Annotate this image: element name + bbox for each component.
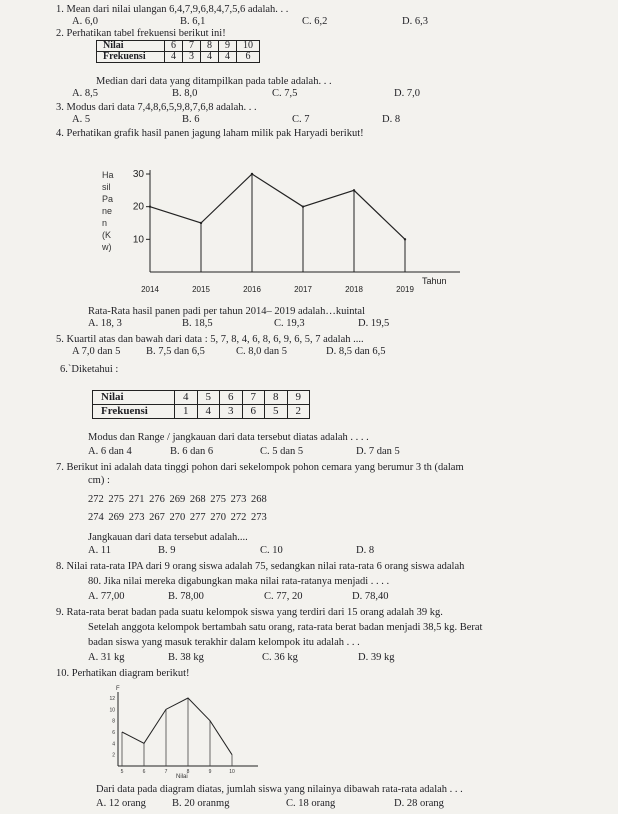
q9-option-d: D. 39 kg (358, 652, 395, 663)
q3-option-b: B. 6 (182, 114, 200, 125)
chart1-data-point (302, 205, 304, 207)
q4-option-b: B. 18,5 (182, 318, 213, 329)
q5-options (72, 346, 386, 358)
chart1-xtick-label: 2018 (345, 285, 363, 294)
chart2-xtick-label: 9 (208, 769, 212, 775)
q8-option-d: D. 78,40 (352, 591, 389, 602)
table-cell: 1 (175, 405, 198, 419)
table-cell: 4 (175, 391, 198, 405)
q1-option-d: D. 6,3 (402, 16, 428, 27)
q5-option-d: D. 8,5 dan 6,5 (326, 346, 386, 357)
table-cell: 8 (265, 391, 288, 405)
chart2-ytick-label: 10 (109, 707, 115, 714)
q4-question: Rata-Rata hasil panen padi per tahun 2014– 2019 adalah…kuintal (88, 306, 366, 317)
q10-text: 10. Perhatikan diagram berikut! (56, 668, 190, 679)
q9-option-b: B. 38 kg (168, 652, 204, 663)
table-cell: 2 (287, 405, 310, 419)
chart1-xtick-label: 2019 (396, 285, 414, 294)
q8-text: 8. Nilai rata-rata IPA dari 9 orang siswa adalah 75, sedangkan nilai rata-rata 6 orang siswa adalah (56, 561, 465, 572)
chart2-series-line (122, 698, 232, 755)
q7-data-row-2: 274 269 273 267 270 277 270 272 273 (88, 512, 267, 523)
table-cell: 7 (242, 391, 265, 405)
table-cell: 6 (242, 405, 265, 419)
chart1-xtick-label: 2015 (192, 285, 210, 294)
q8-option-c: C. 77, 20 (264, 591, 303, 602)
chart2-xtick-label: 7 (164, 769, 168, 775)
q10-option-d: D. 28 orang (394, 798, 444, 809)
table-cell: 6 (165, 41, 183, 52)
q7-option-b: B. 9 (158, 545, 176, 556)
chart2-xtick-label: 6 (142, 769, 146, 775)
q10-option-a: A. 12 orang (96, 798, 146, 809)
q5-text: 5. Kuartil atas dan bawah dari data : 5, 7, 8, 4, 6, 8, 6, 9, 6, 5, 7 adalah .... (56, 334, 364, 345)
table-cell: 4 (165, 52, 183, 63)
q9-option-a: A. 31 kg (88, 652, 125, 663)
q5-option-b: B. 7,5 dan 6,5 (146, 346, 205, 357)
q3-option-d: D. 8 (382, 114, 401, 125)
table-row (93, 391, 310, 405)
q5-option-c: C. 8,0 dan 5 (236, 346, 288, 357)
chart2-xtick-label: 10 (229, 769, 235, 775)
chart1-data-point (149, 205, 151, 207)
q7-option-d: D. 8 (356, 545, 375, 556)
q2-option-b: B. 8,0 (172, 88, 198, 99)
table-cell: Frekuensi (97, 52, 165, 63)
chart2-ytick-label: 12 (109, 696, 115, 702)
q8-option-a: A. 77,00 (88, 591, 125, 602)
q1-option-b: B. 6,1 (180, 16, 206, 27)
q2-option-c: C. 7,5 (272, 88, 298, 99)
q4-option-d: D. 19,5 (358, 318, 390, 329)
chart1-data-point (251, 173, 253, 175)
q2-option-a: A. 8,5 (72, 88, 98, 99)
chart2-ylabel: F (116, 686, 120, 692)
chart1-xtick-label: 2017 (294, 285, 312, 294)
table-cell: 5 (197, 391, 220, 405)
table-cell: 3 (183, 52, 201, 63)
q8-option-b: B. 78,00 (168, 591, 204, 602)
table-cell: 4 (201, 52, 219, 63)
q5-option-a: A 7,0 dan 5 (72, 346, 121, 357)
q7-text-cont: cm) : (88, 475, 110, 486)
q4-text: 4. Perhatikan grafik hasil panen jagung laham milik pak Haryadi berikut! (56, 128, 364, 139)
chart1-ylabel-line: (K (102, 230, 111, 240)
q9-text-cont: Setelah anggota kelompok bertambah satu orang, rata-rata berat badan menjadi 38,5 kg. Berat (88, 622, 483, 633)
chart2-xtick-label: 5 (120, 769, 124, 775)
table-cell: 4 (219, 52, 237, 63)
q2-frequency-table (96, 40, 260, 63)
q2-question: Median dari data yang ditampilkan pada table adalah. . . (96, 76, 332, 87)
chart1-ytick-label: 10 (132, 234, 144, 246)
q6-option-c: C. 5 dan 5 (260, 446, 304, 457)
q9-text-cont2: badan siswa yang masuk terakhir dalam kelompok itu adalah . . . (88, 637, 360, 648)
q8-text-cont: 80. Jika nilai mereka digabungkan maka nilai rata-ratanya menjadi . . . . (88, 576, 390, 587)
chart1-series-line (150, 174, 405, 239)
table-cell: Nilai (97, 41, 165, 52)
q6-options (88, 446, 400, 458)
chart2-ytick-label: 8 (112, 718, 115, 725)
chart1-ylabel-line: n (102, 218, 108, 228)
q6-option-a: A. 6 dan 4 (88, 446, 132, 457)
q1-text: 1. Mean dari nilai ulangan 6,4,7,9,6,8,4,7,5,6 adalah. . . (56, 4, 289, 15)
table-row (93, 405, 310, 419)
q1-options (72, 16, 428, 28)
q1-option-c: C. 6,2 (302, 16, 328, 27)
chart2-xtick-label: 8 (186, 769, 190, 775)
q2-option-d: D. 7,0 (394, 88, 420, 99)
q6-text: 6.`Diketahui : (60, 364, 119, 375)
q6-question: Modus dan Range / jangkauan dari data tersebut diatas adalah . . . . (88, 432, 369, 443)
table-cell: Nilai (93, 391, 175, 405)
q3-option-a: A. 5 (72, 114, 91, 125)
table-cell: 10 (237, 41, 260, 52)
q7-text: 7. Berikut ini adalah data tinggi pohon dari sekelompok pohon cemara yang berumur 3 th (dalam (56, 462, 464, 473)
table-cell: 9 (219, 41, 237, 52)
q4-option-a: A. 18, 3 (88, 318, 122, 329)
chart1-ylabel-line: Pa (102, 194, 114, 204)
q2-options (72, 88, 420, 100)
table-row (97, 41, 260, 52)
q6-option-d: D. 7 dan 5 (356, 446, 400, 457)
chart2-ytick-label: 6 (112, 730, 115, 736)
q3-text: 3. Modus dari data 7,4,8,6,5,9,8,7,6,8 adalah. . . (56, 102, 257, 113)
chart2-xlabel: Nilai (176, 774, 188, 780)
q6-frequency-table (92, 390, 310, 419)
q7-option-a: A. 11 (88, 545, 111, 556)
q7-options (88, 545, 374, 557)
q3-options (72, 114, 400, 126)
chart1-ylabel-line: Ha (102, 170, 114, 180)
table-cell: 3 (220, 405, 243, 419)
grade-line-chart (100, 682, 270, 780)
harvest-line-chart (100, 160, 480, 300)
chart1-ylabel-line: ne (102, 206, 113, 216)
q10-question: Dari data pada diagram diatas, jumlah siswa yang nilainya dibawah rata-rata adalah . . . (96, 784, 463, 795)
chart1-ylabel-line: sil (102, 182, 111, 192)
chart1-xtick-label: 2014 (141, 285, 159, 294)
q7-question: Jangkauan dari data tersebut adalah.... (88, 532, 248, 543)
chart1-data-point (200, 222, 202, 224)
q7-option-c: C. 10 (260, 545, 283, 556)
chart1-ylabel-line: w) (102, 242, 112, 252)
table-cell: 6 (237, 52, 260, 63)
q1-option-a: A. 6,0 (72, 16, 98, 27)
table-row (97, 52, 260, 63)
q9-option-c: C. 36 kg (262, 652, 298, 663)
chart1-data-point (404, 238, 406, 240)
chart1-xtick-label: 2016 (243, 285, 261, 294)
q6-option-b: B. 6 dan 6 (170, 446, 214, 457)
chart2-ytick-label: 4 (112, 741, 115, 748)
table-cell: Frekuensi (93, 405, 175, 419)
table-cell: 6 (220, 391, 243, 405)
q9-options (88, 652, 394, 664)
q10-options (96, 798, 444, 810)
table-cell: 4 (197, 405, 220, 419)
chart1-ytick-label: 30 (132, 169, 144, 180)
chart1-xlabel: Tahun (422, 276, 447, 286)
q7-data-row-1: 272 275 271 276 269 268 275 273 268 (88, 494, 267, 505)
table-cell: 7 (183, 41, 201, 52)
table-cell: 8 (201, 41, 219, 52)
q3-option-c: C. 7 (292, 114, 310, 125)
q4-option-c: C. 19,3 (274, 318, 305, 329)
table-cell: 5 (265, 405, 288, 419)
chart2-ytick-label: 2 (112, 752, 115, 759)
chart1-data-point (353, 189, 355, 191)
q9-text: 9. Rata-rata berat badan pada suatu kelompok siswa yang terdiri dari 15 orang adalah 39 kg. (56, 607, 443, 618)
chart1-ytick-label: 20 (132, 201, 144, 213)
chart1-ylabel (101, 170, 114, 252)
q10-option-b: B. 20 oranmg (172, 798, 230, 809)
table-cell: 9 (287, 391, 310, 405)
q2-text: 2. Perhatikan tabel frekuensi berikut ini! (56, 28, 226, 39)
q8-options (88, 591, 388, 603)
q10-option-c: C. 18 orang (286, 798, 336, 809)
q4-options (88, 318, 389, 330)
